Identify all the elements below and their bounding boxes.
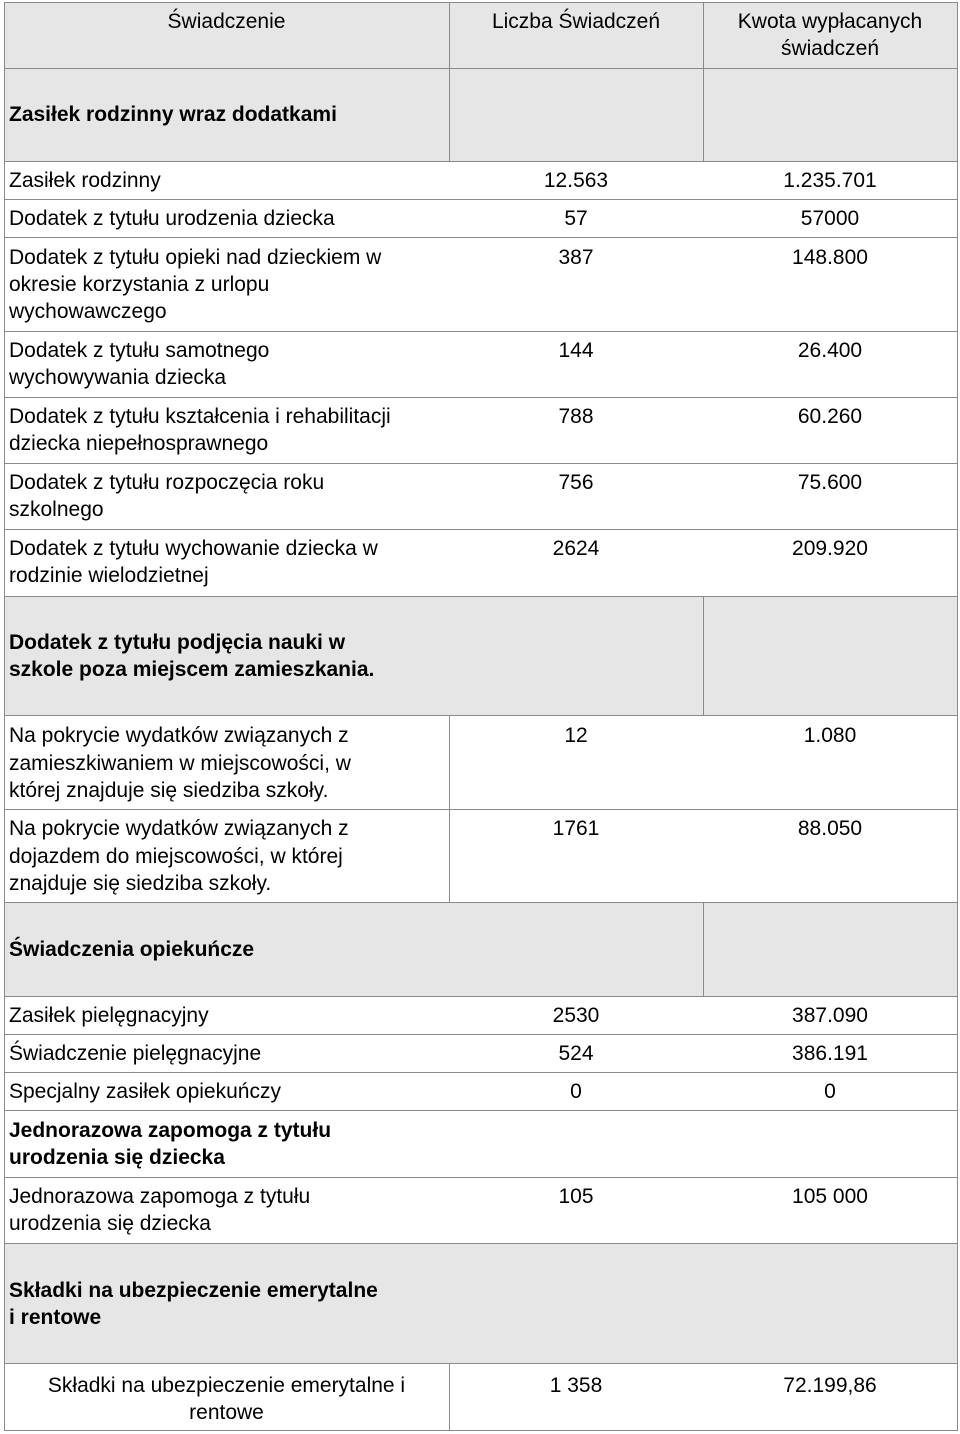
row-amount: 72.199,86 [783, 1374, 877, 1397]
grid-line [4, 902, 958, 903]
row-amount: 387.090 [792, 1004, 868, 1027]
row-amount: 26.400 [797, 339, 863, 362]
header-amount-line1: Kwota wypłacanych [737, 10, 923, 33]
row-amount: 75.600 [797, 471, 863, 494]
section-title-school: szkole poza miejscem zamieszkania. [9, 658, 375, 681]
row-label: szkolnego [9, 498, 104, 521]
row-count: 788 [558, 405, 594, 428]
row-label: której znajduje się siedziba szkoły. [9, 779, 329, 802]
row-label: Na pokrycie wydatków związanych z [9, 724, 349, 747]
row-count: 1 358 [549, 1374, 603, 1397]
grid-line [4, 1177, 958, 1178]
row-label: Zasiłek rodzinny [9, 169, 161, 192]
grid-line [4, 237, 958, 238]
section-title-care: Świadczenia opiekuńcze [9, 938, 255, 961]
row-count: 57 [564, 207, 588, 230]
row-label: Zasiłek pielęgnacyjny [9, 1004, 209, 1027]
row-amount: 57000 [800, 207, 860, 230]
grid-line [4, 2, 958, 3]
row-label: Składki na ubezpieczenie emerytalne i [47, 1374, 406, 1397]
row-amount: 60.260 [797, 405, 863, 428]
row-label: Dodatek z tytułu urodzenia dziecka [9, 207, 335, 230]
grid-line [4, 397, 958, 398]
section-title-family: Zasiłek rodzinny wraz dodatkami [9, 103, 337, 126]
grid-line [4, 68, 958, 69]
grid-line [4, 1430, 958, 1431]
grid-line [4, 1034, 958, 1035]
row-label: wychowywania dziecka [9, 366, 227, 389]
grid-line [4, 529, 958, 530]
row-label: Dodatek z tytułu wychowanie dziecka w [9, 537, 378, 560]
row-amount: 1.080 [803, 724, 857, 747]
row-label: okresie korzystania z urlopu [9, 273, 270, 296]
row-amount: 209.920 [792, 537, 868, 560]
row-amount: 386.191 [792, 1042, 868, 1065]
row-amount: 148.800 [792, 246, 868, 269]
grid-line [4, 199, 958, 200]
row-amount: 0 [824, 1080, 836, 1103]
row-label: Dodatek z tytułu samotnego [9, 339, 270, 362]
row-amount: 88.050 [797, 817, 863, 840]
row-label: Dodatek z tytułu opieki nad dzieckiem w [9, 246, 382, 269]
section-title-pension: Składki na ubezpieczenie emerytalne [9, 1279, 378, 1302]
row-label: Jednorazowa zapomoga z tytułu [9, 1119, 332, 1142]
row-count: 756 [558, 471, 594, 494]
row-label: Jednorazowa zapomoga z tytułu [9, 1185, 311, 1208]
row-count: 387 [558, 246, 594, 269]
row-label: urodzenia się dziecka [9, 1212, 211, 1235]
row-label: Świadczenie pielęgnacyjne [9, 1042, 262, 1065]
row-amount: 105 000 [792, 1185, 868, 1208]
section-title-school: Dodatek z tytułu podjęcia nauki w [9, 631, 346, 654]
row-label: rentowe [189, 1401, 264, 1424]
row-count: 524 [558, 1042, 594, 1065]
grid-line [4, 1363, 958, 1364]
row-label: rodzinie wielodzietnej [9, 564, 209, 587]
section-title-pension: i rentowe [9, 1306, 102, 1329]
row-label: dojazdem do miejscowości, w której [9, 845, 343, 868]
row-count: 12 [564, 724, 588, 747]
grid-line [4, 996, 958, 997]
row-label: wychowawczego [9, 300, 167, 323]
row-label: Dodatek z tytułu kształcenia i rehabilitacji [9, 405, 391, 428]
header-amount-line2: świadczeń [780, 37, 880, 60]
grid-line [703, 597, 704, 716]
row-label: Dodatek z tytułu rozpoczęcia roku [9, 471, 325, 494]
grid-line [4, 809, 958, 810]
row-count: 2530 [552, 1004, 600, 1027]
row-amount: 1.235.701 [783, 169, 877, 192]
grid-line [4, 1072, 958, 1073]
row-count: 1761 [552, 817, 600, 840]
grid-line [4, 715, 958, 716]
grid-line [957, 2, 958, 1431]
grid-line [703, 903, 704, 997]
grid-line [4, 1110, 958, 1111]
row-label: Specjalny zasiłek opiekuńczy [9, 1080, 281, 1103]
grid-line [4, 2, 5, 1431]
row-count: 12.563 [543, 169, 609, 192]
row-label: zamieszkiwaniem w miejscowości, w [9, 752, 351, 775]
row-count: 0 [570, 1080, 582, 1103]
grid-line [4, 161, 958, 162]
row-label: znajduje się siedziba szkoły. [9, 872, 272, 895]
grid-line [4, 463, 958, 464]
grid-line [4, 331, 958, 332]
row-count: 105 [558, 1185, 594, 1208]
header-benefit: Świadczenie [167, 10, 286, 33]
row-count: 144 [558, 339, 594, 362]
grid-line [4, 596, 958, 597]
row-label: dziecka niepełnosprawnego [9, 432, 269, 455]
row-label: Na pokrycie wydatków związanych z [9, 817, 349, 840]
row-label: urodzenia się dziecka [9, 1146, 225, 1169]
grid-line [4, 1243, 958, 1244]
row-count: 2624 [552, 537, 600, 560]
header-count: Liczba Świadczeń [491, 10, 661, 33]
section-row-pension [4, 1244, 958, 1364]
